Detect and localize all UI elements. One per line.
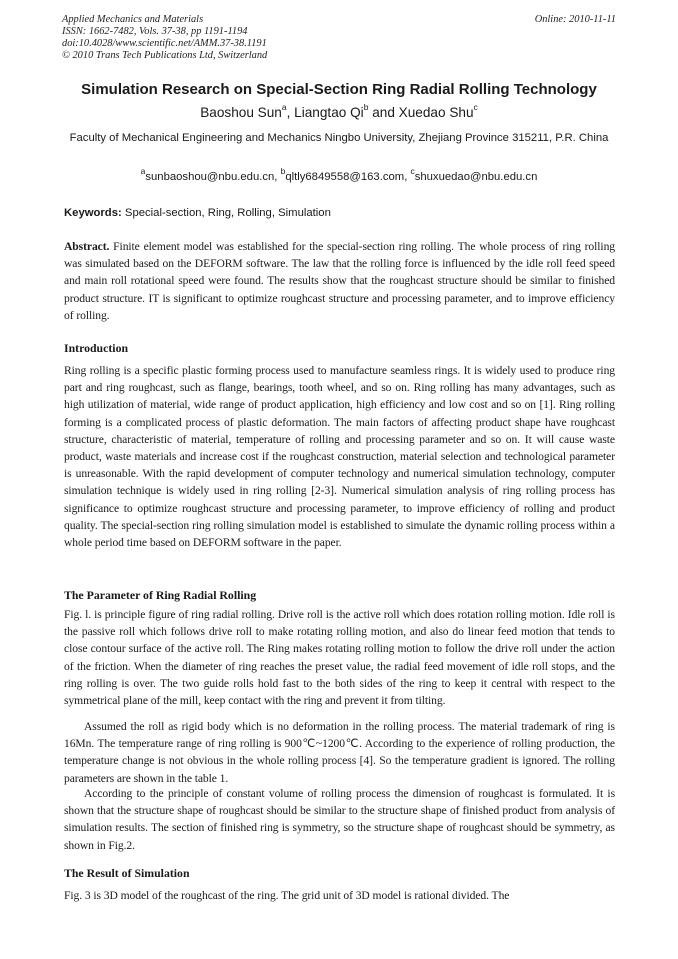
section-heading-introduction: Introduction — [64, 341, 129, 355]
section-heading-parameters: The Parameter of Ring Radial Rolling — [64, 588, 257, 602]
parameter-paragraph-2: Assumed the roll as rigid body which is no deformation in the rolling process. The material trademark of ring is 16Mn. The temperature range of ring rolling is 900℃~1200℃. According to the experience of rolling production, the temperature change is not obvious in the whole rolling process [4]. So the temperature gradient is ignored. The rolling parameters are shown in the table 1. — [64, 720, 615, 785]
journal-header — [62, 14, 616, 62]
email-mark: b — [280, 166, 286, 177]
parameter-paragraph-3: According to the principle of constant volume of rolling process the dimension of roughcast is formulated. It is shown that the structure shape of roughcast should be similar to the structure shape of finished product from analysis of simulation results. The section of finished ring is symmetry, so the structure shape of roughcast should be symmetry, as shown in Fig.2. — [64, 787, 615, 852]
author-affil-mark: c — [473, 102, 478, 113]
abstract — [64, 238, 615, 324]
email-address[interactable]: shuxuedao@nbu.edu.cn — [414, 171, 538, 183]
intro-paragraph: Ring rolling is a specific plastic forming process used to manufacture seamless rings. It is widely used to produce ring part and ring roughcast, such as flange, bearings, tooth wheel, and so on. Ring rolling has many advantages, such as high utilization of material, wide range of product application, high efficiency and low cost and so on [1]. Ring rolling forming is a complicated process of plastic deformation. The main factors of affecting product shape have roughcast structure, characteristic of material, temperature of rolling and processing parameter and so on. It will cause waste product, waste materials and increase cost if the roughcast construction, material selection and technological parameter is unreasonable. With the rapid development of computer technology and numerical simulation technology, computer simulation technique is widely used in ring rolling [2-3]. Numerical simulation analysis of ring rolling process has significance to optimize roughcast structure and processing parameter, to improve efficiency of rolling and product quality. The special-section ring rolling simulation model is established to simulate the dynamic rolling process within a whole period time based on DEFORM software in the paper. — [64, 364, 615, 550]
doi-line: doi:10.4028/www.scientific.net/AMM.37-38.1191 — [62, 38, 267, 49]
email-separator: , — [404, 171, 411, 183]
email-mark: a — [140, 166, 146, 177]
keywords — [64, 206, 616, 221]
affiliation: Faculty of Mechanical Engineering and Mechanics Ningbo University, Zhejiang Province 315211, P.R. China — [69, 132, 609, 144]
section-heading-results: The Result of Simulation — [64, 866, 190, 880]
email-list — [40, 166, 638, 185]
parameter-paragraph-1: Fig. l. is principle figure of ring radial rolling. Drive roll is the active roll which does rotation rolling motion. Idle roll is the passive roll which follows drive roll to make rotating rolling motion, and also do linear feed motion that tends to close contour surface of the active roll. The Ring makes rotating rolling motion to follow the drive roll under the action of the friction. When the diameter of ring reaches the preset value, the radial feed movement of idle roll stops, and the ring rolling is over. The two guide rolls hold fast to the both sides of the ring to keep it central with respect to the symmetrical plane of the mill, keep contact with the ring and prevent it from tilting. — [64, 608, 615, 708]
email-separator: , — [274, 171, 281, 183]
abstract-label: Abstract. — [64, 240, 110, 253]
online-date: Online: 2010-11-11 — [534, 14, 616, 25]
author-name: Baoshou Sun — [200, 105, 282, 120]
email-mark: c — [410, 166, 415, 177]
issn-line: ISSN: 1662-7482, Vols. 37-38, pp 1191-1194 — [62, 26, 248, 37]
email-address[interactable]: qltly6849558@163.com — [285, 171, 405, 183]
author-name: Liangtao Qi — [294, 105, 364, 120]
results-paragraph: Fig. 3 is 3D model of the roughcast of the ring. The grid unit of 3D model is rational divided. The — [64, 889, 510, 902]
paper-title: Simulation Research on Special-Section Ring Radial Rolling Technology — [81, 81, 597, 98]
copyright-line: © 2010 Trans Tech Publications Ltd, Switzerland — [62, 50, 268, 61]
keywords-text: Special-section, Ring, Rolling, Simulation — [121, 207, 331, 219]
abstract-text: Finite element model was established for the special-section ring rolling. The whole process of ring rolling was simulated based on the DEFORM software. The law that the rolling force is influenced by the idle roll feed speed and main roll rotational speed were found. The results show that the roughcast structure should be similar to finished product structure. IT is significant to optimize roughcast structure and processing parameter, and to improve efficiency of rolling. — [64, 240, 615, 322]
keywords-label: Keywords: — [64, 207, 122, 219]
author-separator: , — [286, 105, 295, 120]
author-affil-mark: a — [281, 102, 287, 113]
author-name: Xuedao Shu — [398, 105, 474, 120]
journal-name: Applied Mechanics and Materials — [62, 14, 204, 25]
email-address[interactable]: sunbaoshou@nbu.edu.cn — [145, 171, 275, 183]
author-separator: and — [368, 105, 399, 120]
author-list — [40, 104, 638, 122]
author-affil-mark: b — [363, 102, 369, 113]
